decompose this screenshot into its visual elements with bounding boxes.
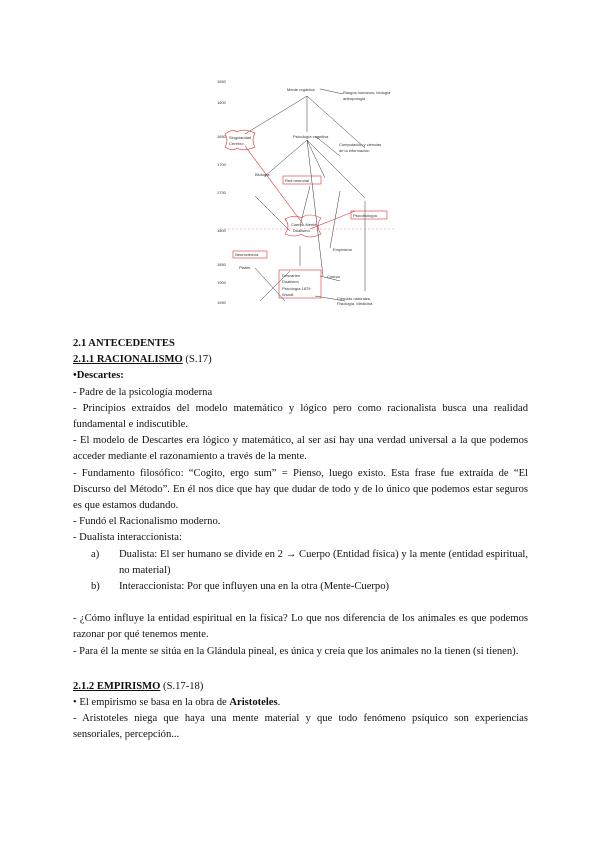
year-label: 1700 [217, 162, 226, 167]
line: - El modelo de Descartes era lógico y matemático, al ser así hay una verdad universal a la que podemos acceder mediante el razonamiento a través de la mente. [73, 435, 528, 463]
node-platon: Platón [239, 265, 251, 270]
node-cuerpo-mente: Cuerpo-Mente [291, 222, 317, 227]
subsection-empirismo: 2.1.2 EMPIRISMO (S.17-18) [73, 680, 204, 692]
subsection-racionalismo: 2.1.1 RACIONALISMO (S.17) [73, 354, 212, 366]
node-cuerpo-mente2: Dualismo [293, 228, 310, 233]
line: - Aristoteles niega que haya una mente material y que todo fenómeno psíquico son experiencias sensoriales, percepción... [73, 713, 528, 741]
year-label: 1750 [217, 190, 226, 195]
node-psicologia-1879: Psicología 1879 [282, 286, 311, 291]
line: • El empirismo se basa en la obra de Aristoteles. [73, 697, 281, 709]
year-label: 1900 [217, 280, 226, 285]
line: - Padre de la psicología moderna [73, 386, 213, 398]
node-descartes: Descartes [282, 273, 301, 278]
node-wundt: Wundt [282, 292, 294, 297]
node-cuerpo: Cuerpo [327, 274, 341, 279]
document-body [73, 336, 528, 744]
line: - ¿Cómo influye la entidad espiritual en la física? Lo que nos diferencia de los animales es que podemos razonar por qué tenemos mente. [73, 613, 528, 641]
node-dualismo: Dualismo [282, 279, 299, 284]
section-title: 2.1 ANTECEDENTES [73, 338, 175, 349]
line: - Dualista interaccionista: [73, 532, 182, 544]
line: - Fundamento filosófico: “Cogito, ergo sum” = Pienso, luego existo. Esta frase fue extraída de “El Discurso del Método”. En él nos dice que hay que dudar de todo y de lo único que podemos estar seguros es que estamos dudando. [73, 467, 528, 512]
descartes-heading: •Descartes: [73, 370, 124, 382]
node-ciencias2: Fisiología, Medicina [337, 301, 373, 306]
list-item: a) Dualista: El ser humano se divide en 2 → Cuerpo (Entidad física) y la mente (entidad espiritual, no material) [91, 548, 528, 576]
line: - Principios extraídos del modelo matemático y lógico pero como racionalista busca una realidad fundamental e indiscutible. [73, 402, 528, 431]
node-psicobiologia: Psicobiología [353, 213, 377, 218]
node-empirismo: Empirismo [333, 247, 352, 252]
node-singularidad: Singularidad [229, 135, 252, 140]
node-rasgos2: antropología [343, 96, 366, 101]
list-item: b) Interaccionista: Por que influyen una en la otra (Mente-Cuerpo) [91, 581, 390, 593]
year-label: 1850 [217, 262, 226, 267]
node-computacion: Computación y ciencias [339, 142, 382, 147]
node-mente: Mente orgánica [287, 87, 315, 92]
node-rasgos: Rasgos humanos, biología [343, 90, 391, 95]
year-label: 1800 [217, 228, 226, 233]
year-label: 1600 [217, 100, 226, 105]
line: - Fundó el Racionalismo moderno. [73, 516, 221, 528]
node-singularidad2: Cerebro [229, 141, 244, 146]
history-diagram [215, 76, 400, 308]
year-label: 1950 [217, 300, 226, 305]
node-red-neuronal: Red neuronal [285, 178, 310, 183]
node-ciencias: Ciencias naturales, [337, 296, 372, 301]
node-psicologia-cognitiva: Psicología cognitiva [293, 134, 329, 139]
node-neurociencia: Neurociencia [235, 252, 259, 257]
year-label: 1550 [217, 79, 226, 84]
year-label: 1650 [217, 134, 226, 139]
node-biologia: Biología [255, 172, 270, 177]
node-computacion2: de la información [339, 148, 370, 153]
line: - Para él la mente se sitúa en la Glándula pineal, es única y creía que los animales no la tienen (si tienen). [73, 645, 519, 657]
